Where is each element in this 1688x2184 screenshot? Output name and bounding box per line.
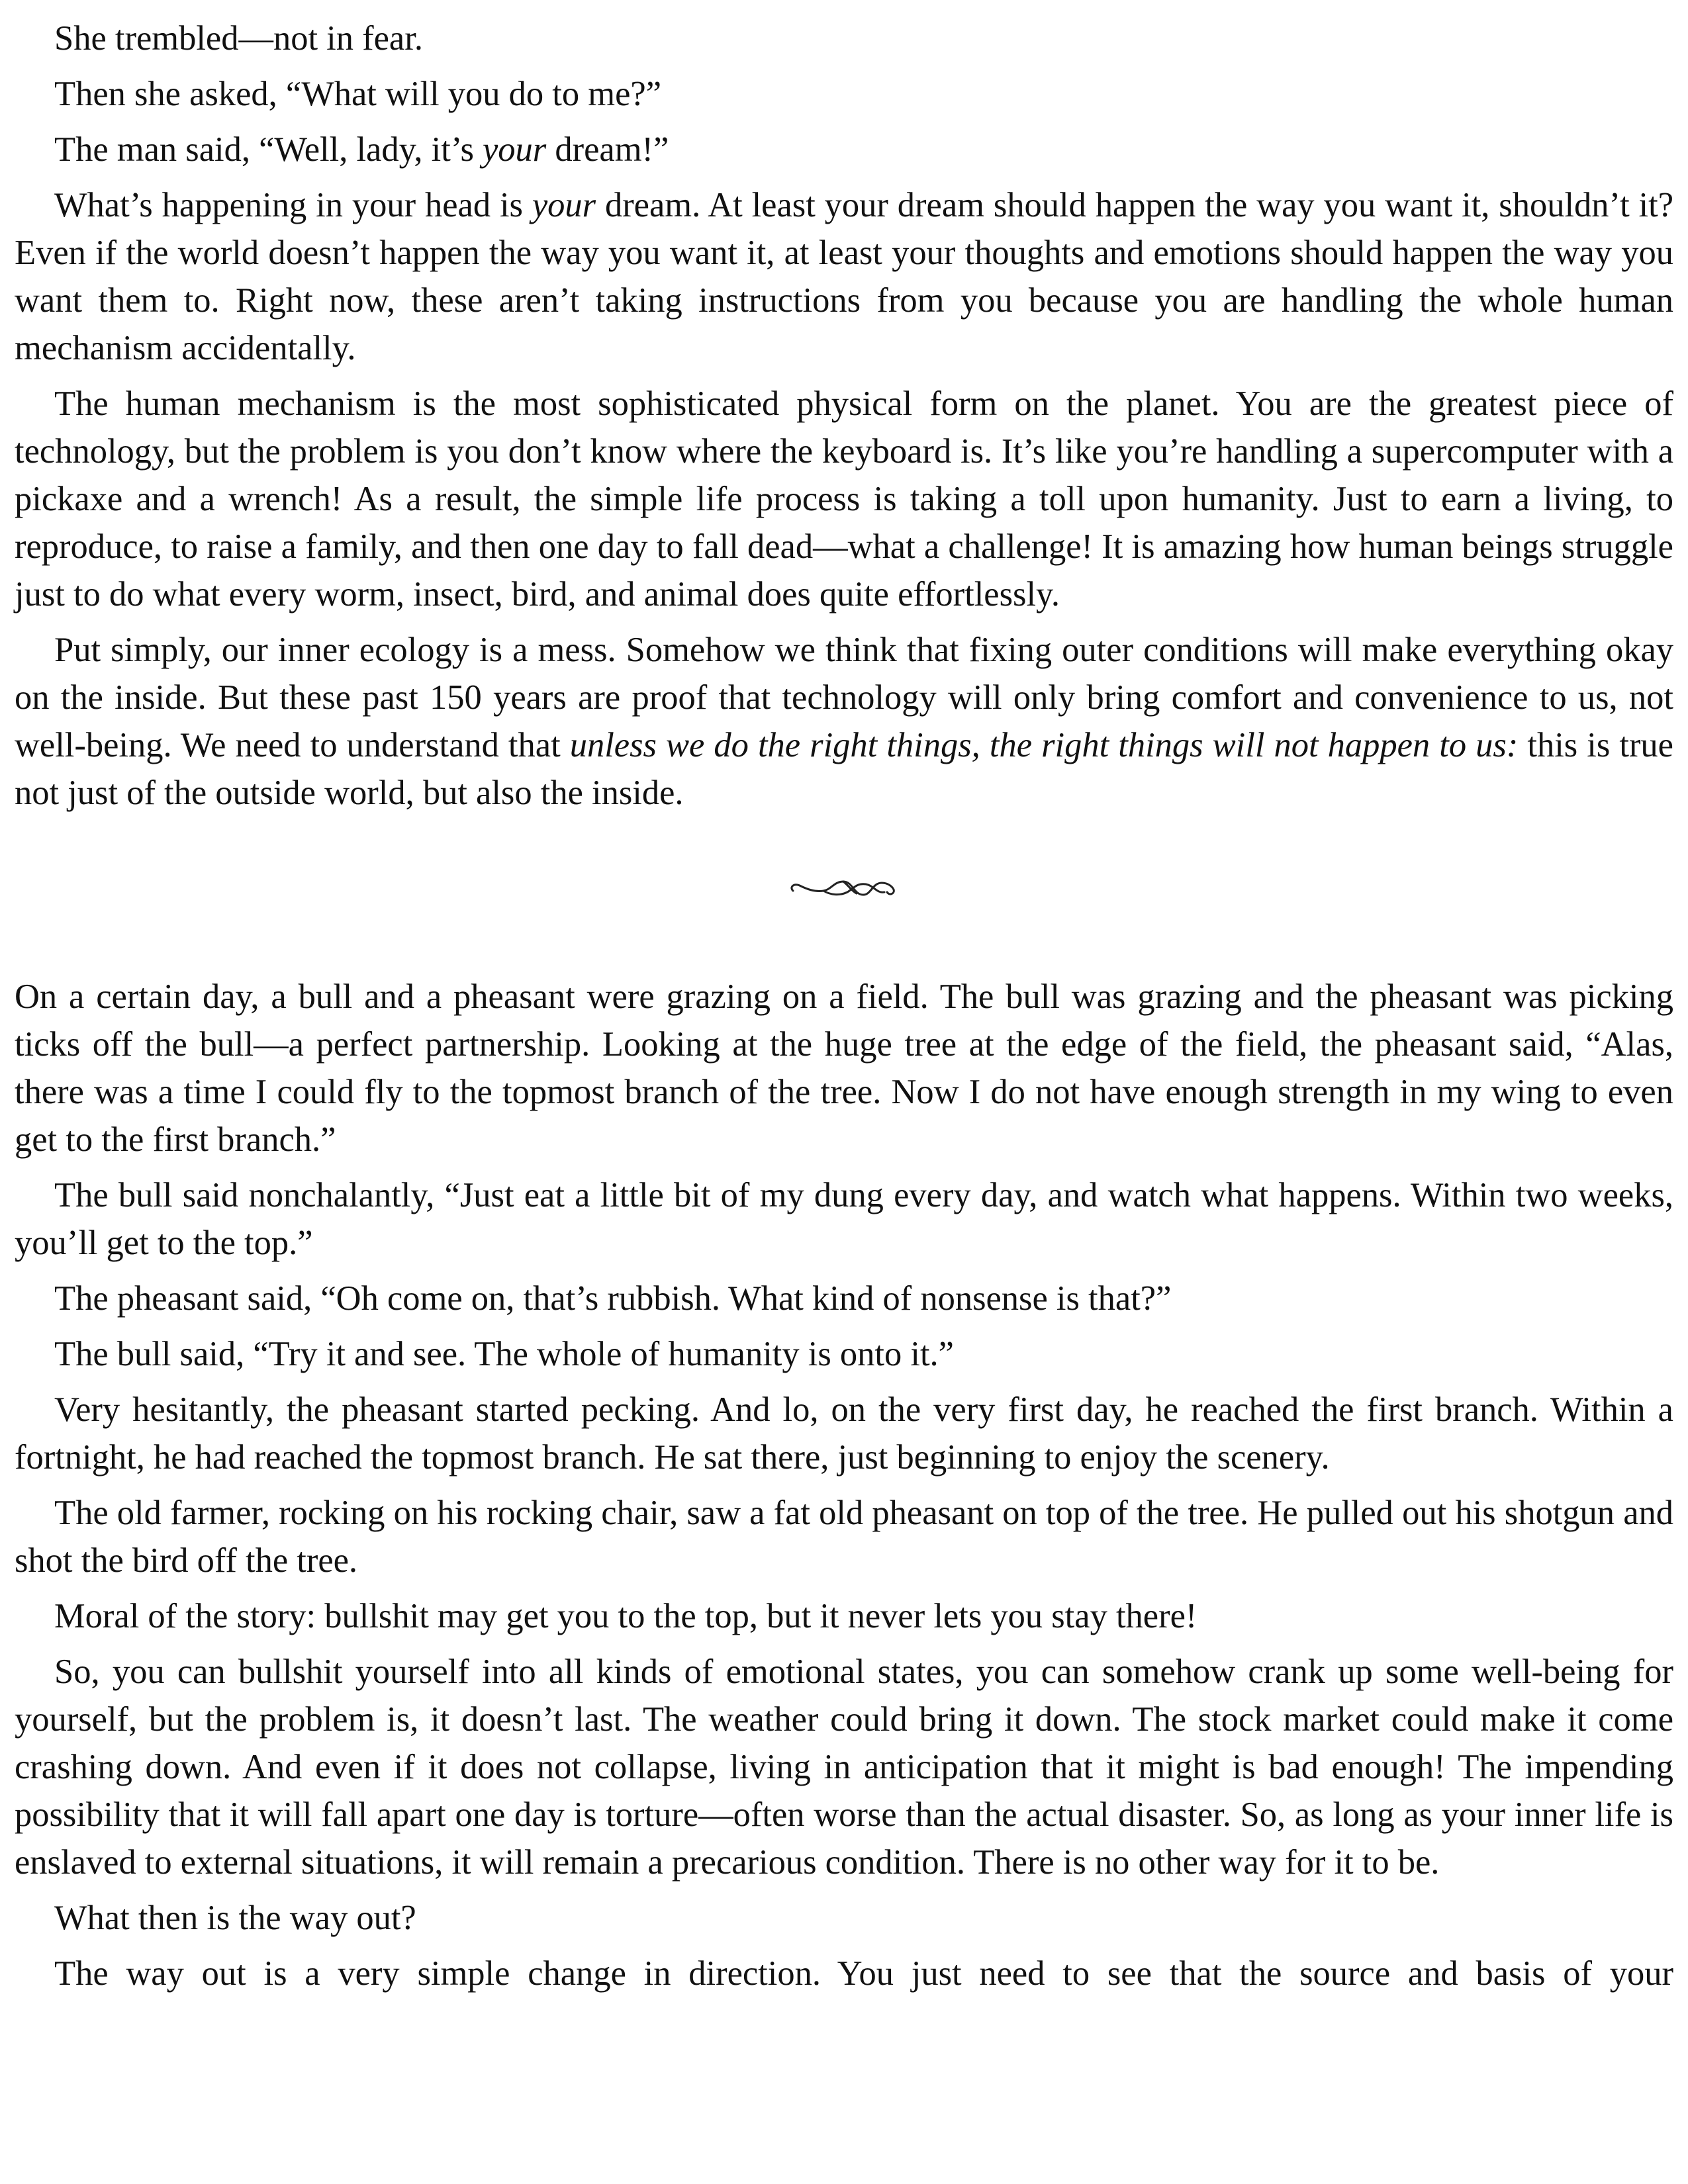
text-run: this is true not just of the outside world, but also the inside. xyxy=(15,726,1673,812)
paragraph: The old farmer, rocking on his rocking chair, saw a fat old pheasant on top of the tree. He pulled out his shotgun and shot the bird off the tree. xyxy=(15,1494,1673,1580)
paragraph xyxy=(15,126,1673,173)
section-dream xyxy=(15,15,1673,817)
flourish-ornament-icon xyxy=(788,875,900,903)
emphasis-text: your xyxy=(483,130,547,169)
paragraph: The bull said nonchalantly, “Just eat a little bit of my dung every day, and watch what happens. Within two weeks, you’ll get to the top.” xyxy=(15,1176,1673,1262)
text-run: dream. At least your dream should happen the way you want it, shouldn’t it? Even if the world doesn’t happen the way you want it, at least your thoughts and emotions should happen the way you want them to. Right now, these aren’t taking instructions from you because you are handling the whole human mechanism accidentally. xyxy=(15,186,1674,367)
paragraph: Very hesitantly, the pheasant started pecking. And lo, on the very first day, he reached the first branch. Within a fortnight, he had reached the topmost branch. He sat there, just beginning to enjoy the scenery. xyxy=(15,1390,1673,1477)
text-run: dream!” xyxy=(546,130,669,169)
paragraph: Moral of the story: bullshit may get you to the top, but it never lets you stay there! xyxy=(54,1597,1197,1635)
paragraph: Then she asked, “What will you do to me?” xyxy=(54,75,662,113)
emphasis-text: your xyxy=(532,186,596,224)
paragraph: So, you can bullshit yourself into all kinds of emotional states, you can somehow crank up some well-being for yourself, but the problem is, it doesn’t last. The weather could bring it down. The stock market could make it come crashing down. And even if it does not collapse, living in anticipation that it might is bad enough! The impending possibility that it will fall apart one day is torture—often worse than the actual disaster. So, as long as your inner life is enslaved to external situations, it will remain a precarious condition. There is no other way for it to be. xyxy=(15,1653,1673,1882)
paragraph xyxy=(15,626,1673,817)
text-run: Put simply, our inner ecology is a mess. Somehow we think that fixing outer conditions will make everything okay on the inside. But these past 150 years are proof that technology will only bring comfort and convenience to us, not well-being. We need to understand that xyxy=(15,631,1673,764)
text-run: The man said, “Well, lady, it’s xyxy=(54,130,483,169)
paragraph: The pheasant said, “Oh come on, that’s rubbish. What kind of nonsense is that?” xyxy=(54,1279,1172,1318)
emphasis-text: unless we do the right things, the right things will not happen to us: xyxy=(569,726,1519,764)
paragraph: The way out is a very simple change in direction. You just need to see that the source and basis of your xyxy=(54,1954,1673,1993)
paragraph: She trembled—not in fear. xyxy=(54,19,423,58)
paragraph xyxy=(15,181,1673,372)
paragraph: The human mechanism is the most sophisticated physical form on the planet. You are the greatest piece of technology, but the problem is you don’t know where the keyboard is. It’s like you’re handling a supercomputer with a pickaxe and a wrench! As a result, the simple life process is taking a toll upon humanity. Just to earn a living, to reproduce, to raise a family, and then one day to fall dead—what a challenge! It is amazing how human beings struggle just to do what every worm, insect, bird, and animal does quite effortlessly. xyxy=(15,385,1673,614)
paragraph: On a certain day, a bull and a pheasant were grazing on a field. The bull was grazing and the pheasant was picking ticks off the bull—a perfect partnership. Looking at the huge tree at the edge of the field, the pheasant said, “Alas, there was a time I could fly to the topmost branch of the tree. Now I do not have enough strength in my wing to even get to the first branch.” xyxy=(15,978,1673,1159)
paragraph: The bull said, “Try it and see. The whole of humanity is onto it.” xyxy=(54,1335,954,1373)
paragraph: What then is the way out? xyxy=(54,1899,416,1937)
text-run: What’s happening in your head is xyxy=(54,186,532,224)
book-page xyxy=(15,15,1673,2005)
section-bull-pheasant xyxy=(15,973,1673,1997)
